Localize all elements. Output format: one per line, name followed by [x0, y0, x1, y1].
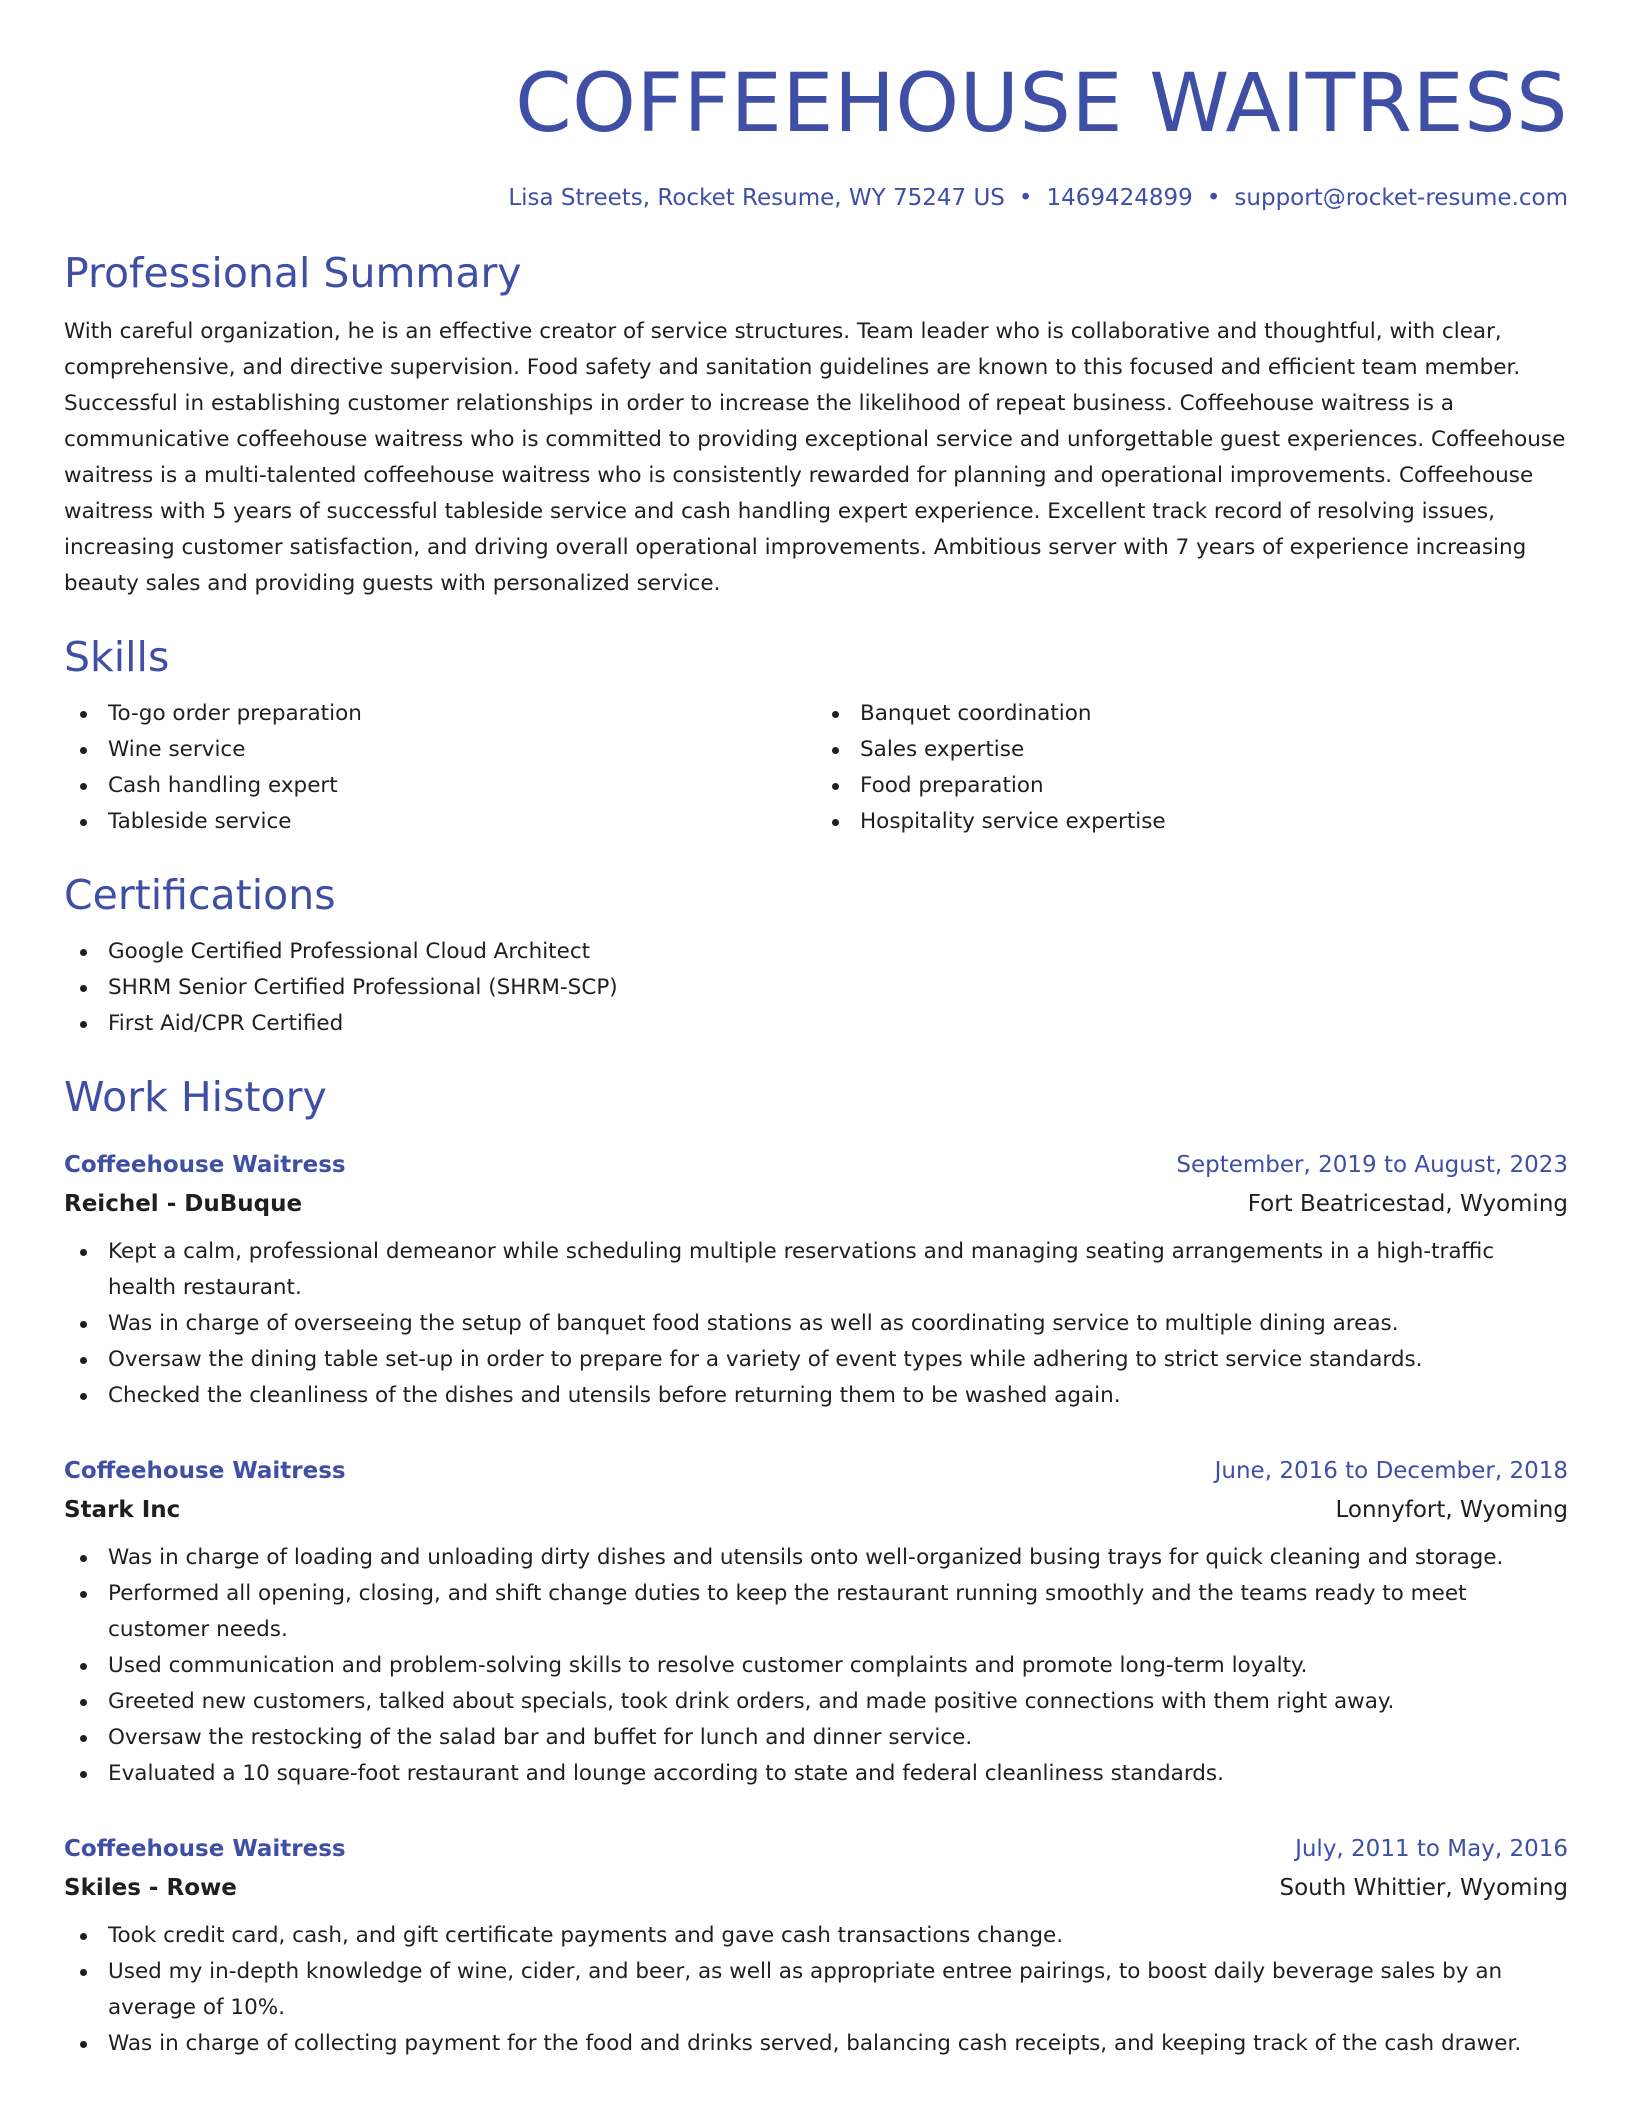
job-title: Coffeehouse Waitress — [64, 1458, 346, 1484]
job-duty: Used communication and problem-solving skills to resolve customer complaints and promote long-term loyalty. — [64, 1648, 1568, 1684]
job-dates: July, 2011 to May, 2016 — [1295, 1836, 1568, 1862]
certifications-list — [64, 934, 1568, 1042]
job-company: Skiles - Rowe — [64, 1875, 237, 1901]
work-history-heading: Work History — [64, 1073, 327, 1121]
job-dates: September, 2019 to August, 2023 — [1176, 1152, 1568, 1178]
skills-list-left — [64, 696, 816, 840]
skills-section — [64, 630, 1568, 840]
contact-line — [64, 182, 1568, 214]
job-company-row — [64, 1490, 1568, 1530]
job-duties-list — [64, 1234, 1568, 1414]
job-duty: Kept a calm, professional demeanor while scheduling multiple reservations and managing seating arrangements in a high-traffic health restaurant. — [64, 1234, 1568, 1306]
job-duty: Used my in-depth knowledge of wine, cider, and beer, as well as appropriate entree pairings, to boost daily beverage sales by an average of 10%. — [64, 1954, 1568, 2026]
contact-address: Lisa Streets, Rocket Resume, WY 75247 US — [508, 185, 1005, 211]
skill-item: Cash handling expert — [64, 768, 816, 804]
candidate-name: COFFEEHOUSE WAITRESS — [515, 57, 1568, 151]
skill-item: To-go order preparation — [64, 696, 816, 732]
contact-phone: 1469424899 — [1046, 185, 1193, 211]
job-duty: Oversaw the dining table set-up in order to prepare for a variety of event types while adhering to strict service standards. — [64, 1342, 1568, 1378]
skill-item: Tableside service — [64, 804, 816, 840]
skill-item: Banquet coordination — [816, 696, 1568, 732]
job-duty: Was in charge of overseeing the setup of banquet food stations as well as coordinating service to multiple dining areas. — [64, 1306, 1568, 1342]
job-duties-list — [64, 1918, 1568, 2062]
job-duty: Checked the cleanliness of the dishes and utensils before returning them to be washed again. — [64, 1378, 1568, 1414]
summary-heading: Professional Summary — [64, 249, 522, 297]
certification-item: First Aid/CPR Certified — [64, 1006, 1568, 1042]
contact-separator: • — [1206, 185, 1221, 211]
job-company: Reichel - DuBuque — [64, 1191, 303, 1217]
job-location: South Whittier, Wyoming — [1279, 1875, 1568, 1901]
job-duty: Performed all opening, closing, and shift change duties to keep the restaurant running smoothly and the teams ready to meet customer needs. — [64, 1576, 1568, 1648]
job-entry — [64, 1146, 1568, 1414]
job-entry — [64, 1452, 1568, 1792]
work-history-section — [64, 1070, 1568, 2062]
job-duty: Oversaw the restocking of the salad bar and buffet for lunch and dinner service. — [64, 1720, 1568, 1756]
job-duty: Greeted new customers, talked about specials, took drink orders, and made positive connections with them right away. — [64, 1684, 1568, 1720]
skill-item: Sales expertise — [816, 732, 1568, 768]
certifications-heading: Certifications — [64, 871, 336, 919]
skill-item: Hospitality service expertise — [816, 804, 1568, 840]
job-title-row — [64, 1146, 1568, 1184]
skills-list-right — [816, 696, 1568, 840]
job-title: Coffeehouse Waitress — [64, 1152, 346, 1178]
summary-text: With careful organization, he is an effective creator of service structures. Team leader who is collaborative and thoughtful, with clear, comprehensive, and directive supervision. Food safety and sanitation guidelines are known to this focused and efficient team member. Successful in establishing customer relationships in order to increase the likelihood of repeat business. Coffeehouse waitress is a communicative coffeehouse waitress who is committed to providing exceptional service and unforgettable guest experiences. Coffeehouse waitress is a multi-talented coffeehouse waitress who is consistently rewarded for planning and operational improvements. Coffeehouse waitress with 5 years of successful tableside service and cash handling expert experience. Excellent track record of resolving issues, increasing customer satisfaction, and driving overall operational improvements. Ambitious server with 7 years of experience increasing beauty sales and providing guests with personalized service. — [64, 319, 1566, 596]
certification-item: Google Certified Professional Cloud Architect — [64, 934, 1568, 970]
skills-heading: Skills — [64, 633, 170, 681]
resume-header — [64, 0, 1568, 214]
skill-item: Food preparation — [816, 768, 1568, 804]
certifications-section — [64, 868, 1568, 1042]
skill-item: Wine service — [64, 732, 816, 768]
job-location: Fort Beatricestad, Wyoming — [1247, 1191, 1568, 1217]
job-company-row — [64, 1868, 1568, 1908]
job-duty: Was in charge of loading and unloading dirty dishes and utensils onto well-organized busing trays for quick cleaning and storage. — [64, 1540, 1568, 1576]
skills-columns — [64, 696, 1568, 840]
contact-separator: • — [1018, 185, 1033, 211]
job-title-row — [64, 1830, 1568, 1868]
job-company: Stark Inc — [64, 1497, 181, 1523]
job-duty: Was in charge of collecting payment for the food and drinks served, balancing cash receipts, and keeping track of the cash drawer. — [64, 2026, 1568, 2062]
contact-email: support@rocket-resume.com — [1234, 185, 1568, 211]
job-company-row — [64, 1184, 1568, 1224]
job-title: Coffeehouse Waitress — [64, 1836, 346, 1862]
job-dates: June, 2016 to December, 2018 — [1214, 1458, 1568, 1484]
job-title-row — [64, 1452, 1568, 1490]
job-location: Lonnyfort, Wyoming — [1335, 1497, 1568, 1523]
job-duties-list — [64, 1540, 1568, 1792]
job-duty: Evaluated a 10 square-foot restaurant and lounge according to state and federal cleanliness standards. — [64, 1756, 1568, 1792]
job-duty: Took credit card, cash, and gift certificate payments and gave cash transactions change. — [64, 1918, 1568, 1954]
summary-section — [64, 246, 1568, 602]
job-entry — [64, 1830, 1568, 2062]
certification-item: SHRM Senior Certified Professional (SHRM-SCP) — [64, 970, 1568, 1006]
